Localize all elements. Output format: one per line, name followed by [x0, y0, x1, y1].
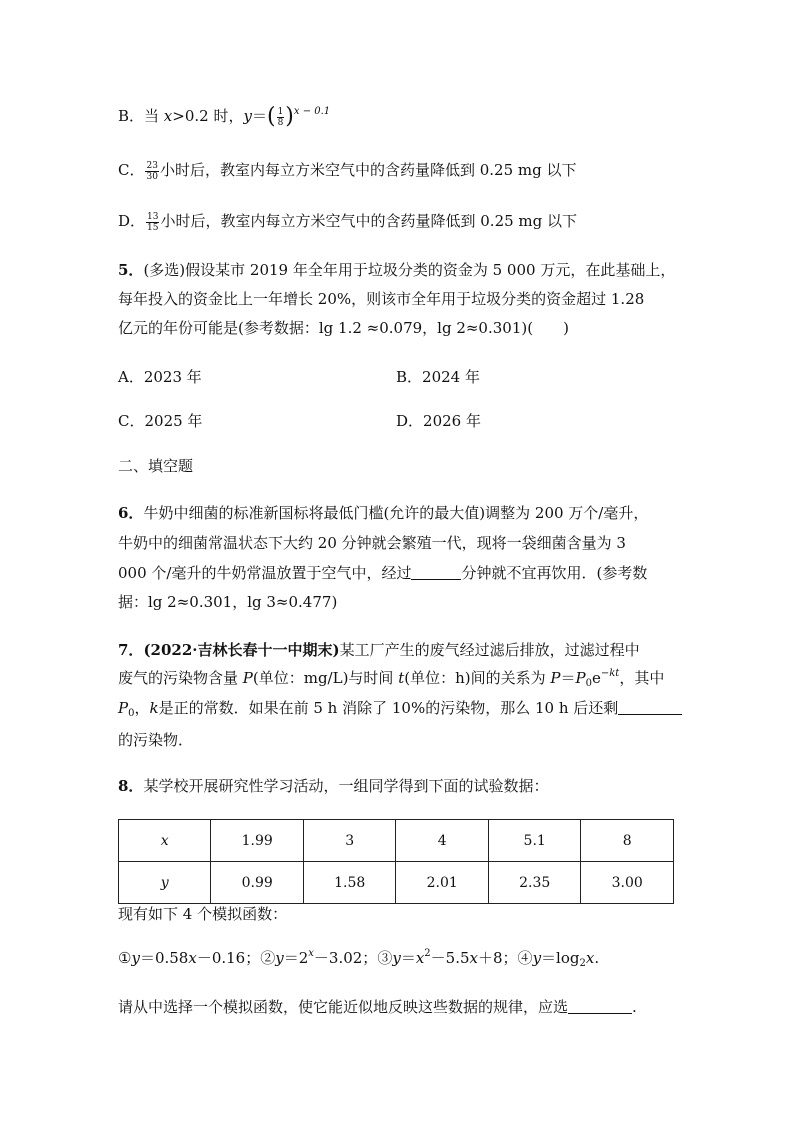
answer-blank[interactable]: [618, 700, 682, 715]
equals-sign: ＝: [251, 107, 267, 125]
var-x: x: [188, 949, 197, 967]
question-text: (多选)假设某市 2019 年全年用于垃圾分类的资金为 5 000 万元，在此基础上，: [143, 261, 676, 279]
q6-line-1: [118, 503, 648, 523]
var-x: x: [163, 107, 173, 125]
var-p: P: [242, 669, 253, 687]
fraction: [145, 161, 158, 182]
equals-sign: ＝: [400, 949, 416, 967]
formula-text: ＝log: [541, 949, 580, 967]
q6-line-2: 牛奶中的细菌常温状态下大约 20 分钟就会繁殖一代，现将一袋细菌含量为 3: [118, 534, 626, 552]
question-text: 牛奶中细菌的标准新国标将最低门槛(允许的最大值)调整为 200 万个/毫升，: [143, 504, 649, 522]
q8-line-3: [118, 997, 637, 1017]
table-cell: 2.01: [396, 862, 488, 904]
var-y: y: [532, 949, 542, 967]
exponent: 2: [424, 948, 431, 959]
answer-blank[interactable]: [568, 999, 632, 1014]
table-cell: 8: [581, 820, 674, 862]
q5-option-b: B．2024 年: [396, 368, 480, 386]
question-text: ，其中: [619, 669, 665, 687]
q6-line-3: [118, 563, 647, 583]
q5-line-2: 每年投入的资金比上一年增长 20%，则该市全年用于垃圾分类的资金超过 1.28: [118, 290, 645, 308]
option-label: D．: [118, 212, 146, 230]
q7-line-2: [118, 668, 664, 688]
var-y: y: [131, 949, 140, 967]
table-header-cell: y: [119, 862, 211, 904]
question-number: 6．: [118, 504, 144, 522]
fraction-denominator: 15: [147, 222, 159, 233]
var-t: t: [398, 669, 405, 687]
fraction-numerator: 13: [147, 211, 159, 222]
open-paren: (: [266, 104, 276, 129]
q6-line-4: 据：lg 2≈0.301，lg 3≈0.477): [118, 593, 338, 611]
table-row: [119, 820, 674, 862]
formula-text: －3.02；: [313, 949, 378, 967]
question-text: (单位：h)间的关系为: [404, 669, 551, 687]
option-text: 小时后，教室内每立方米空气中的含药量降低到 0.25 mg 以下: [159, 161, 577, 179]
euler-e: e: [591, 669, 601, 687]
var-y: y: [392, 949, 401, 967]
circled-number: ③: [377, 949, 393, 967]
circled-number: ④: [517, 949, 533, 967]
question-text: 废气的污染物含量: [118, 669, 243, 687]
var-p: P: [550, 669, 561, 687]
exponent: x: [308, 948, 314, 959]
table-cell: 1.58: [303, 862, 395, 904]
data-table: [118, 819, 674, 904]
exponent: −kt: [600, 668, 620, 679]
var-x: x: [585, 949, 595, 967]
table-cell: 5.1: [488, 820, 580, 862]
question-text: 分钟就不宜再饮用．(参考数: [461, 564, 648, 582]
option-label: C．: [118, 161, 145, 179]
question-text: 某工厂产生的废气经过滤后排放，过滤过程中: [339, 641, 640, 659]
equals-sign: ＝: [560, 669, 576, 687]
table-cell: 0.99: [211, 862, 303, 904]
answer-blank[interactable]: [411, 565, 461, 580]
q5-line-3: 亿元的年份可能是(参考数据：lg 1.2 ≈0.079，lg 2≈0.301)( ): [118, 319, 569, 337]
fraction-numerator: 1: [277, 106, 284, 117]
q8-functions: [118, 948, 599, 968]
var-p0: P: [118, 699, 129, 717]
table-cell: 1.99: [211, 820, 303, 862]
var-x: x: [415, 949, 425, 967]
circled-number: ②: [260, 949, 276, 967]
question-text: (单位：mg/L)与时间: [252, 669, 399, 687]
formula-text: －5.5: [430, 949, 470, 967]
q7-line-4: 的污染物．: [118, 731, 194, 749]
table-cell: 4: [396, 820, 488, 862]
question-text: 请从中选择一个模拟函数，使它能近似地反映这些数据的规律，应选: [118, 998, 569, 1016]
punctuation: .: [632, 998, 637, 1016]
var-y: y: [243, 107, 252, 125]
var-x: x: [469, 949, 478, 967]
fraction: [277, 107, 285, 128]
close-paren: ): [285, 104, 294, 129]
table-cell: 3: [303, 820, 395, 862]
option-text: 小时后，教室内每立方米空气中的含药量降低到 0.25 mg 以下: [160, 212, 578, 230]
question-text: 某学校开展研究性学习活动，一组同学得到下面的试验数据：: [143, 777, 549, 795]
formula-text: ＋8；: [478, 949, 518, 967]
q5-line-1: [118, 260, 675, 280]
circled-number: ①: [118, 949, 132, 967]
q4-option-c: [118, 160, 576, 182]
question-text: 000 个/毫升的牛奶常温放置于空气中，经过: [118, 564, 412, 582]
fraction-denominator: 30: [146, 171, 158, 182]
subscript: 2: [579, 958, 586, 969]
condition-text: >0.2 时，: [172, 107, 244, 125]
fraction-denominator: 8: [277, 117, 284, 128]
table-cell: 2.35: [488, 862, 580, 904]
exponent: x − 0.1: [293, 106, 331, 117]
subscript: 0: [585, 678, 592, 689]
option-label: B．当: [118, 107, 164, 125]
q4-option-d: [118, 211, 577, 233]
punctuation: ，: [134, 699, 150, 717]
q5-option-c: C．2025 年: [118, 412, 203, 430]
q5-option-d: D．2026 年: [396, 412, 481, 430]
question-number: 8．: [118, 777, 144, 795]
q5-option-a: A．2023 年: [118, 368, 202, 386]
fraction: [146, 212, 159, 233]
q4-option-b: [118, 106, 330, 128]
question-source: (2022·吉林长春十一中期末): [143, 641, 340, 659]
fraction-numerator: 23: [146, 160, 158, 171]
table-cell: 3.00: [581, 862, 674, 904]
q8-line-1: [118, 776, 548, 796]
subscript: 0: [128, 708, 135, 719]
formula-text: ＝2: [283, 949, 309, 967]
q8-line-2: 现有如下 4 个模拟函数：: [118, 905, 288, 923]
question-number: 5．: [118, 261, 144, 279]
formula-text: ＝0.58: [139, 949, 189, 967]
var-k: k: [149, 699, 159, 717]
table-header-cell: x: [119, 820, 211, 862]
question-number: 7．: [118, 641, 144, 659]
punctuation: .: [594, 949, 600, 967]
var-p0: P: [575, 669, 586, 687]
section-title: 二、填空题: [118, 457, 194, 475]
question-text: 是正的常数．如果在前 5 h 消除了 10%的污染物，那么 10 h 后还剩: [158, 699, 619, 717]
q7-line-1: [118, 640, 640, 660]
formula-text: －0.16；: [196, 949, 261, 967]
q7-line-3: [118, 698, 682, 718]
var-y: y: [275, 949, 284, 967]
table-row: [119, 862, 674, 904]
